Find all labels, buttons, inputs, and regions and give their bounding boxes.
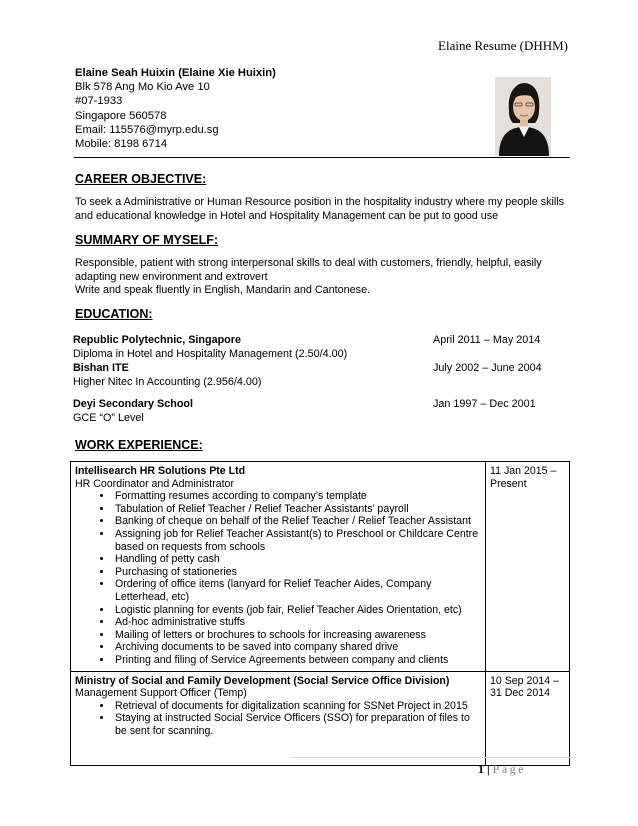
header-divider xyxy=(74,157,570,158)
address-line-2: #07-1933 xyxy=(75,95,123,108)
qualification-text: GCE “O” Level xyxy=(73,411,144,424)
work-experience-table xyxy=(70,461,570,766)
education-entry xyxy=(73,334,573,361)
education-date: April 2011 – May 2014 xyxy=(433,334,541,346)
table-row xyxy=(71,671,570,765)
list-item: • Ad-hoc administrative stuffs xyxy=(113,616,481,629)
career-objective-text: To seek a Administrative or Human Resource position in the hospitality industry where my people skills and educational knowledge in Hotel and Hospitality Management can be put to good use xyxy=(75,196,565,222)
job-date-cell: 11 Jan 2015 – Present xyxy=(486,462,570,672)
email-text: Email: 115576@myrp.edu.sg xyxy=(75,123,219,136)
school-name: Bishan ITE xyxy=(73,362,129,374)
list-item: • Logistic planning for events (job fair, Relief Teacher Aides Orientation, etc) xyxy=(113,604,481,617)
contact-block xyxy=(75,66,276,151)
list-item: • Assigning job for Relief Teacher Assistant(s) to Preschool or Childcare Centre based on requests from schools xyxy=(113,528,481,553)
education-heading: EDUCATION: xyxy=(75,307,153,321)
school-name: Deyi Secondary School xyxy=(73,398,194,410)
job-role: HR Coordinator and Administrator xyxy=(75,477,234,490)
page-footer xyxy=(478,762,526,777)
job-date-cell: 10 Sep 2014 – 31 Dec 2014 xyxy=(486,671,570,765)
list-item: • Formatting resumes according to company’s template xyxy=(113,490,481,503)
education-date: July 2002 – June 2004 xyxy=(433,362,542,374)
job-details-cell xyxy=(71,462,486,672)
education-entry xyxy=(73,398,573,425)
list-item: • Handling of petty cash xyxy=(113,553,481,566)
education-date: Jan 1997 – Dec 2001 xyxy=(433,398,536,410)
list-item: • Ordering of office items (lanyard for Relief Teacher Aides, Company Letterhead, etc) xyxy=(113,578,481,603)
education-entry xyxy=(73,362,573,389)
list-item: • Staying at instructed Social Service Officers (SSO) for preparation of files to be sent for scanning. xyxy=(113,712,481,737)
footer-divider xyxy=(290,757,570,758)
address-line-3: Singapore 560578 xyxy=(75,109,167,122)
company-name: Ministry of Social and Family Development (Social Service Office Division) xyxy=(75,674,450,687)
mobile-text: Mobile: 8198 6714 xyxy=(75,138,168,151)
list-item: • Banking of cheque on behalf of the Relief Teacher / Relief Teacher Assistant xyxy=(113,515,481,528)
address-line-1: Blk 578 Ang Mo Kio Ave 10 xyxy=(75,81,210,94)
career-objective-heading: CAREER OBJECTIVE: xyxy=(75,172,207,186)
list-item: • Purchasing of stationeries xyxy=(113,566,481,579)
page-label: Page xyxy=(492,762,526,776)
page-number: 1 xyxy=(478,762,484,776)
page-separator: | xyxy=(487,762,490,776)
job-details-cell xyxy=(71,671,486,765)
document-header-title: Elaine Resume (DHHM) xyxy=(438,38,568,53)
list-item: • Retrieval of documents for digitalization scanning for SSNet Project in 2015 xyxy=(113,700,481,713)
summary-heading: SUMMARY OF MYSELF: xyxy=(75,233,219,247)
table-row xyxy=(71,462,570,672)
duties-list xyxy=(75,700,481,738)
list-item: • Tabulation of Relief Teacher / Relief Teacher Assistants’ payroll xyxy=(113,503,481,516)
candidate-name: Elaine Seah Huixin (Elaine Xie Huixin) xyxy=(75,67,276,79)
duties-list xyxy=(75,490,481,666)
profile-photo xyxy=(495,77,551,156)
list-item: • Archiving documents to be saved into company shared drive xyxy=(113,641,481,654)
list-item: • Mailing of letters or brochures to schools for increasing awareness xyxy=(113,629,481,642)
work-experience-heading: WORK EXPERIENCE: xyxy=(75,438,203,452)
job-role: Management Support Officer (Temp) xyxy=(75,687,247,700)
company-name: Intellisearch HR Solutions Pte Ltd xyxy=(75,465,246,477)
school-name: Republic Polytechnic, Singapore xyxy=(73,334,241,346)
qualification-text: Higher Nitec In Accounting (2.956/4.00) xyxy=(73,375,262,388)
qualification-text: Diploma in Hotel and Hospitality Management (2.50/4.00) xyxy=(73,347,348,360)
summary-text: Responsible, patient with strong interpersonal skills to deal with customers, friendly, helpful, easily adapting new environment and extrovert Write and speak fluently in English, Mandarin and Cantonese. xyxy=(75,257,542,297)
list-item: • Printing and filing of Service Agreements between company and clients xyxy=(113,654,481,667)
